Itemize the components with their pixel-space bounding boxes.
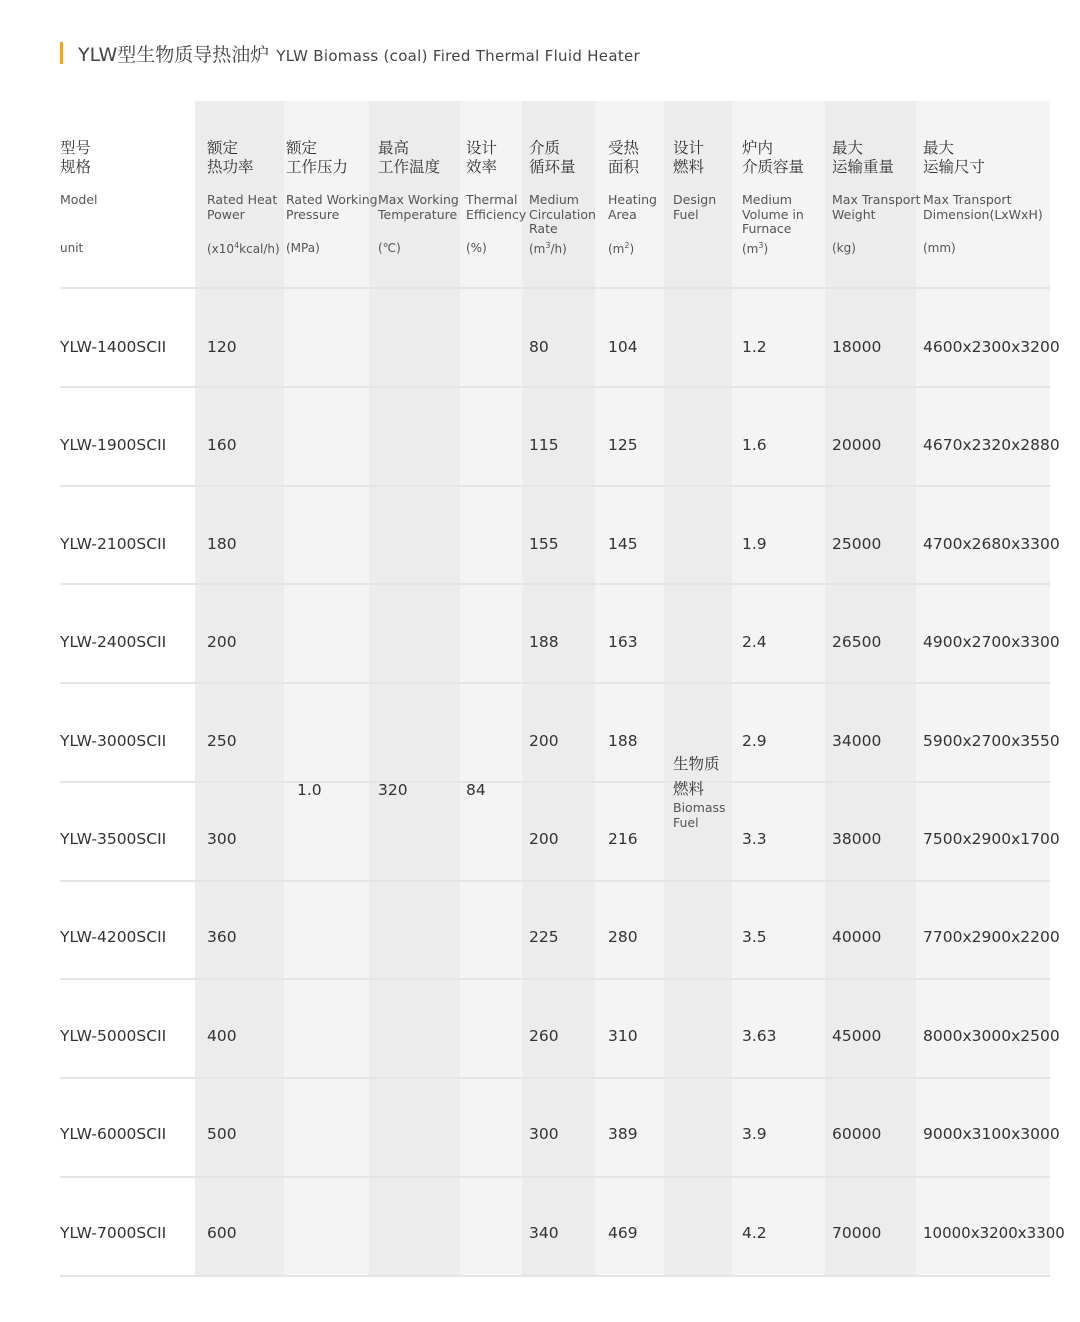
merged-efficiency-value: 84 bbox=[466, 781, 486, 799]
cell-weight: 25000 bbox=[832, 535, 882, 553]
cell-weight: 45000 bbox=[832, 1027, 882, 1045]
page-title-zh: YLW型生物质导热油炉 bbox=[78, 44, 270, 66]
cell-area: 104 bbox=[608, 338, 638, 356]
row-divider bbox=[60, 682, 1050, 684]
cell-model: YLW-3500SCII bbox=[60, 830, 167, 848]
header-model-unit: unit bbox=[60, 241, 84, 255]
cell-model: YLW-3000SCII bbox=[60, 732, 167, 750]
cell-dimension: 7700x2900x2200 bbox=[923, 928, 1060, 946]
header-circulation-unit bbox=[529, 241, 567, 256]
cell-circulation: 188 bbox=[529, 633, 559, 651]
cell-dimension: 4670x2320x2880 bbox=[923, 436, 1060, 454]
row-divider bbox=[60, 781, 1050, 783]
cell-dimension: 4600x2300x3200 bbox=[923, 338, 1060, 356]
unit-text: (m bbox=[608, 242, 625, 256]
header-fuel-en: Design Fuel bbox=[673, 192, 717, 222]
cell-weight: 38000 bbox=[832, 830, 882, 848]
cell-power: 600 bbox=[207, 1224, 237, 1242]
cell-circulation: 260 bbox=[529, 1027, 559, 1045]
cell-volume: 4.2 bbox=[742, 1224, 767, 1242]
header-volume-en: Medium Volume in Furnace bbox=[742, 192, 804, 236]
header-pressure-zh: 额定 工作压力 bbox=[286, 139, 349, 176]
header-weight-zh: 最大 运输重量 bbox=[832, 139, 895, 176]
header-weight-unit: (kg) bbox=[832, 241, 856, 255]
cell-model: YLW-6000SCII bbox=[60, 1125, 167, 1143]
cell-volume: 3.9 bbox=[742, 1125, 767, 1143]
column-band-pressure bbox=[284, 101, 369, 1277]
cell-weight: 18000 bbox=[832, 338, 882, 356]
unit-superscript: 3 bbox=[545, 241, 551, 250]
cell-model: YLW-2400SCII bbox=[60, 633, 167, 651]
cell-area: 188 bbox=[608, 732, 638, 750]
unit-text: (m bbox=[529, 242, 546, 256]
cell-circulation: 200 bbox=[529, 732, 559, 750]
cell-dimension: 10000x3200x3300 bbox=[923, 1224, 1065, 1242]
column-band-efficiency bbox=[460, 101, 522, 1277]
cell-power: 160 bbox=[207, 436, 237, 454]
cell-model: YLW-1400SCII bbox=[60, 338, 167, 356]
cell-weight: 40000 bbox=[832, 928, 882, 946]
cell-circulation: 155 bbox=[529, 535, 559, 553]
header-dimension-zh: 最大 运输尺寸 bbox=[923, 139, 986, 176]
header-model-zh: 型号 规格 bbox=[60, 139, 92, 176]
cell-dimension: 5900x2700x3550 bbox=[923, 732, 1060, 750]
header-power-en: Rated Heat Power bbox=[207, 192, 278, 222]
column-band-area bbox=[595, 101, 664, 1277]
cell-dimension: 9000x3100x3000 bbox=[923, 1125, 1060, 1143]
cell-weight: 20000 bbox=[832, 436, 882, 454]
header-weight-en: Max Transport Weight bbox=[832, 192, 921, 222]
header-efficiency-en: Thermal Efficiency bbox=[466, 192, 527, 222]
cell-weight: 70000 bbox=[832, 1224, 882, 1242]
row-divider bbox=[60, 1077, 1050, 1079]
cell-power: 360 bbox=[207, 928, 237, 946]
row-divider bbox=[60, 978, 1050, 980]
column-band-fuel bbox=[664, 101, 732, 1277]
column-band-power bbox=[195, 101, 284, 1277]
row-divider bbox=[60, 386, 1050, 388]
cell-circulation: 340 bbox=[529, 1224, 559, 1242]
row-divider bbox=[60, 880, 1050, 882]
column-band-weight bbox=[825, 101, 916, 1277]
cell-volume: 3.5 bbox=[742, 928, 767, 946]
merged-temperature-value: 320 bbox=[378, 781, 408, 799]
cell-power: 120 bbox=[207, 338, 237, 356]
page-title bbox=[78, 40, 640, 67]
cell-circulation: 300 bbox=[529, 1125, 559, 1143]
header-circulation-en: Medium Circulation Rate bbox=[529, 192, 596, 236]
cell-area: 389 bbox=[608, 1125, 638, 1143]
cell-power: 180 bbox=[207, 535, 237, 553]
unit-text: /h) bbox=[550, 242, 567, 256]
column-band-temperature bbox=[369, 101, 460, 1277]
cell-area: 280 bbox=[608, 928, 638, 946]
cell-area: 469 bbox=[608, 1224, 638, 1242]
unit-text: ) bbox=[629, 242, 635, 256]
header-model-en: Model bbox=[60, 192, 98, 207]
cell-dimension: 8000x3000x2500 bbox=[923, 1027, 1060, 1045]
row-divider bbox=[60, 1176, 1050, 1178]
cell-model: YLW-4200SCII bbox=[60, 928, 167, 946]
cell-dimension: 7500x2900x1700 bbox=[923, 830, 1060, 848]
cell-area: 125 bbox=[608, 436, 638, 454]
header-dimension-en: Max Transport Dimension(LxWxH) bbox=[923, 192, 1043, 222]
header-efficiency-unit: (%) bbox=[466, 241, 487, 255]
row-divider bbox=[60, 287, 1050, 289]
header-temperature-en: Max Working Temperature bbox=[378, 192, 459, 222]
cell-area: 163 bbox=[608, 633, 638, 651]
cell-area: 145 bbox=[608, 535, 638, 553]
header-volume-zh: 炉内 介质容量 bbox=[742, 139, 805, 176]
merged-fuel-zh: 生物质 燃料 bbox=[673, 755, 720, 798]
cell-circulation: 225 bbox=[529, 928, 559, 946]
unit-text: (m bbox=[742, 242, 759, 256]
unit-superscript: 2 bbox=[624, 241, 630, 250]
cell-model: YLW-5000SCII bbox=[60, 1027, 167, 1045]
cell-model: YLW-2100SCII bbox=[60, 535, 167, 553]
unit-superscript: 3 bbox=[758, 241, 764, 250]
header-volume-unit bbox=[742, 241, 768, 256]
cell-volume: 3.3 bbox=[742, 830, 767, 848]
cell-area: 310 bbox=[608, 1027, 638, 1045]
page-title-en: YLW Biomass (coal) Fired Thermal Fluid Heater bbox=[276, 47, 640, 65]
header-pressure-en: Rated Working Pressure bbox=[286, 192, 378, 222]
cell-circulation: 115 bbox=[529, 436, 559, 454]
cell-circulation: 200 bbox=[529, 830, 559, 848]
cell-volume: 2.9 bbox=[742, 732, 767, 750]
cell-volume: 1.2 bbox=[742, 338, 767, 356]
cell-model: YLW-7000SCII bbox=[60, 1224, 167, 1242]
cell-dimension: 4700x2680x3300 bbox=[923, 535, 1060, 553]
header-area-zh: 受热 面积 bbox=[608, 139, 640, 176]
cell-model: YLW-1900SCII bbox=[60, 436, 167, 454]
cell-weight: 34000 bbox=[832, 732, 882, 750]
header-area-unit bbox=[608, 241, 634, 256]
header-pressure-unit: (MPa) bbox=[286, 241, 320, 255]
unit-text: kcal/h) bbox=[239, 242, 280, 256]
cell-area: 216 bbox=[608, 830, 638, 848]
merged-fuel-en: Biomass Fuel bbox=[673, 800, 726, 830]
merged-pressure-value: 1.0 bbox=[297, 781, 322, 799]
header-circulation-zh: 介质 循环量 bbox=[529, 139, 576, 176]
column-band-volume bbox=[732, 101, 825, 1277]
cell-weight: 60000 bbox=[832, 1125, 882, 1143]
cell-weight: 26500 bbox=[832, 633, 882, 651]
header-dimension-unit: (mm) bbox=[923, 241, 956, 255]
cell-dimension: 4900x2700x3300 bbox=[923, 633, 1060, 651]
cell-volume: 3.63 bbox=[742, 1027, 777, 1045]
cell-volume: 1.9 bbox=[742, 535, 767, 553]
title-accent-bar bbox=[60, 42, 63, 64]
header-temperature-unit: (℃) bbox=[378, 241, 401, 255]
header-fuel-zh: 设计 燃料 bbox=[673, 139, 705, 176]
cell-power: 400 bbox=[207, 1027, 237, 1045]
cell-volume: 2.4 bbox=[742, 633, 767, 651]
unit-superscript: 4 bbox=[234, 241, 240, 250]
cell-volume: 1.6 bbox=[742, 436, 767, 454]
row-divider bbox=[60, 583, 1050, 585]
header-power-unit bbox=[207, 241, 280, 256]
cell-power: 200 bbox=[207, 633, 237, 651]
header-power-zh: 额定 热功率 bbox=[207, 139, 254, 176]
unit-text: ) bbox=[763, 242, 769, 256]
cell-power: 300 bbox=[207, 830, 237, 848]
row-divider bbox=[60, 485, 1050, 487]
header-temperature-zh: 最高 工作温度 bbox=[378, 139, 441, 176]
cell-circulation: 80 bbox=[529, 338, 549, 356]
header-area-en: Heating Area bbox=[608, 192, 657, 222]
column-band-circulation bbox=[522, 101, 595, 1277]
header-efficiency-zh: 设计 效率 bbox=[466, 139, 498, 176]
row-divider bbox=[60, 1275, 1050, 1277]
cell-power: 250 bbox=[207, 732, 237, 750]
cell-power: 500 bbox=[207, 1125, 237, 1143]
column-band-dimension bbox=[916, 101, 1050, 1277]
unit-text: (x10 bbox=[207, 242, 235, 256]
